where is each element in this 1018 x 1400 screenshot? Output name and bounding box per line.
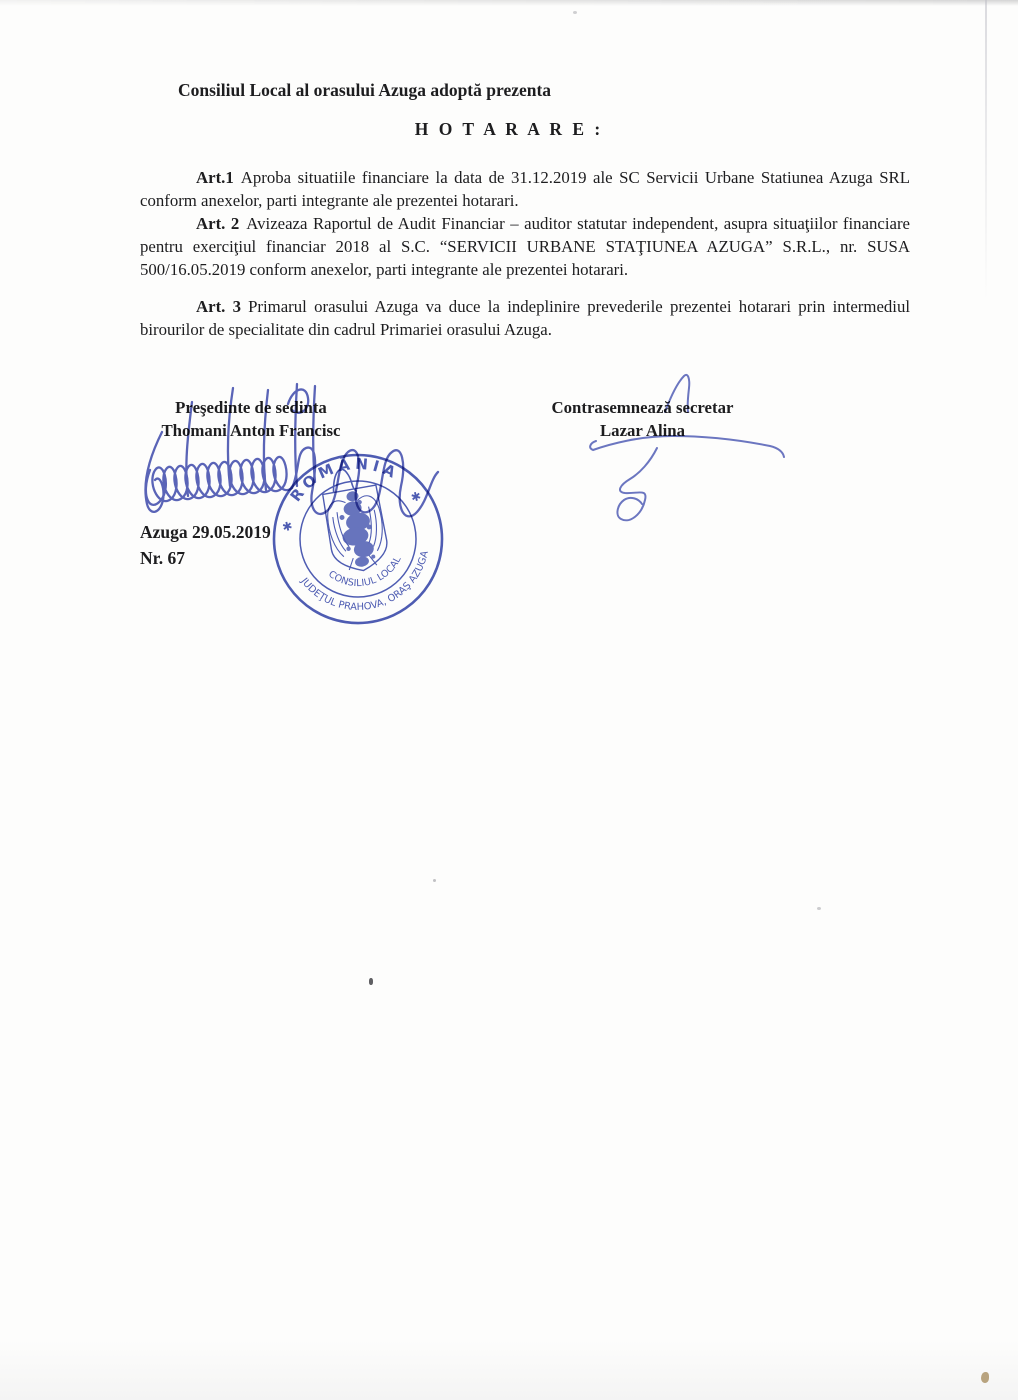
- issue-place-date: Azuga 29.05.2019: [140, 522, 271, 542]
- stamp-council-text: CONSILIUL LOCAL: [326, 554, 404, 590]
- article-1-text: Aproba situatiile financiare la data de 31.12.2019 ale SC Servicii Urbane Statiunea Azuga SRL conform anexelor, parti integrante ale prezentei hotarari.: [140, 168, 910, 210]
- stamp-country-text: ROMÂNIA: [286, 454, 403, 506]
- secretary-signature-block: [535, 396, 750, 442]
- article-3-text: Primarul orasului Azuga va duce la indeplinire prevederile prezentei hotarari prin intermediul birourilor de specialitate din cadrul Primariei orasului Azuga.: [140, 297, 910, 339]
- article-3-label: Art. 3: [196, 297, 242, 316]
- scan-speck: [573, 11, 577, 14]
- president-name: Thomani Anton Francisc: [161, 421, 341, 440]
- article-1: [140, 166, 910, 212]
- issue-block: [140, 519, 271, 571]
- article-2-label: Art. 2: [196, 214, 240, 233]
- issue-number: Nr. 67: [140, 548, 186, 568]
- article-1-label: Art.1: [196, 168, 234, 187]
- article-2-text: Avizeaza Raportul de Audit Financiar – auditor statutar independent, asupra situaţiilor financiare pentru exerciţiul financiar 2018 al S.C. “SERVICII URBANE STAŢIUNEA AZUGA” S.R.L., nr. SUSA 500/16.05.2019 conform anexelor, parti integrante ale prezentei hotarari.: [140, 214, 911, 279]
- council-round-stamp: [244, 425, 472, 653]
- stamp-star-left-icon: ✱: [280, 518, 294, 535]
- article-2: [140, 212, 910, 281]
- scan-bottom-shade: [0, 1340, 1018, 1400]
- scan-speck: [817, 907, 821, 910]
- article-3: [140, 295, 910, 341]
- president-role: Preşedinte de sedinta: [175, 398, 327, 417]
- scan-paper-edge-line: [985, 0, 987, 300]
- decision-heading: H O T A R A R E :: [414, 119, 604, 139]
- intro-line: Consiliul Local al orasului Azuga adoptă prezenta: [178, 80, 552, 100]
- decision-body: [140, 166, 910, 341]
- scan-stain: [981, 1372, 989, 1383]
- president-signature-block: [146, 396, 356, 442]
- stamp-star-right-icon: ✱: [409, 488, 423, 505]
- scan-speck: [433, 879, 436, 882]
- secretary-name: Lazar Alina: [599, 421, 685, 440]
- secretary-role: Contrasemnează secretar: [551, 398, 734, 417]
- scan-speck: [369, 978, 373, 985]
- stamp-county-text: JUDEŢUL PRAHOVA, ORAŞ AZUGA: [298, 549, 431, 614]
- scan-top-edge-shadow: [0, 0, 1018, 6]
